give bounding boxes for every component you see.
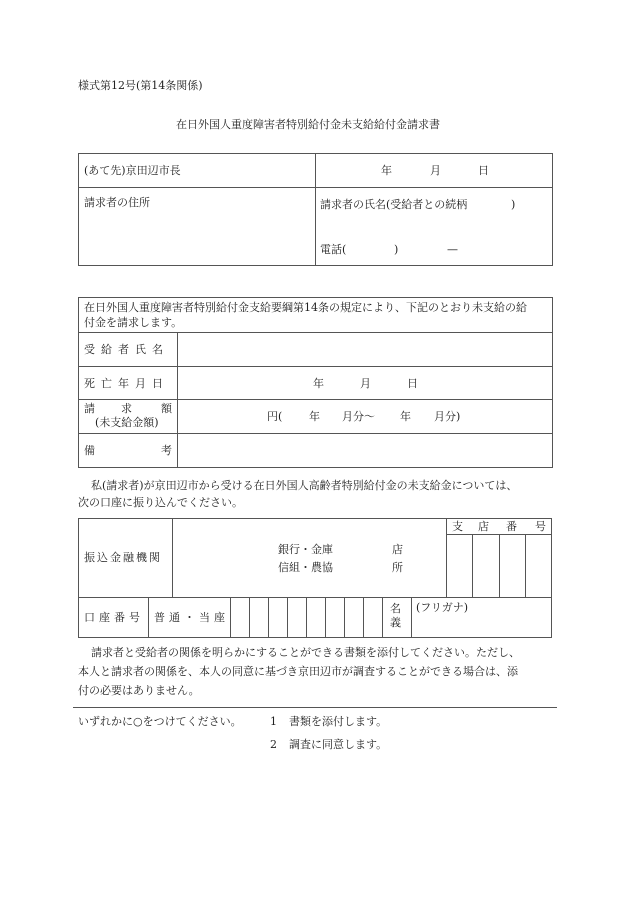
death-date-label: 死亡年月日: [84, 377, 169, 390]
branch-number-header-1: 支: [452, 520, 463, 533]
transfer-request-line2: 次の口座に振り込んでください。: [78, 496, 243, 509]
bank-type-2: 信組・農協: [278, 561, 333, 574]
account-type-options[interactable]: 普通・当座: [154, 611, 229, 624]
claim-amount-sublabel: (未支給金額): [95, 416, 159, 429]
claim-amount-label-c: 額: [161, 402, 172, 415]
relationship-close: ): [511, 198, 516, 211]
claim-amount-field[interactable]: [180, 401, 550, 431]
address-field[interactable]: [80, 212, 312, 262]
branch-number-header-2: 店: [478, 520, 489, 533]
divider: [78, 399, 553, 400]
branch-suffix-1: 店: [392, 543, 403, 556]
divider: [382, 597, 383, 638]
divider: [315, 153, 316, 266]
branch-suffix-2: 所: [392, 561, 403, 574]
date-month-label: 月: [430, 164, 441, 177]
recipient-name-field[interactable]: [180, 334, 550, 364]
bank-name-field[interactable]: [175, 520, 443, 595]
transfer-request-line1: 私(請求者)が京田辺市から受ける在日外国人高齢者特別給付金の未支給金については、: [91, 479, 518, 492]
choice-2-number[interactable]: 2: [270, 738, 277, 751]
date-day-label: 日: [478, 164, 489, 177]
account-digit[interactable]: [250, 598, 267, 637]
separator-rule: [73, 707, 557, 708]
remarks-label-b: 考: [161, 444, 172, 457]
holder-label-b: 義: [390, 616, 401, 629]
divider: [78, 433, 553, 434]
divider: [177, 332, 178, 468]
branch-number-digit[interactable]: [526, 535, 551, 596]
branch-number-digit[interactable]: [500, 535, 524, 596]
choice-2-label[interactable]: 調査に同意します。: [289, 738, 388, 751]
form-title: 在日外国人重度障害者特別給付金未支給給付金請求書: [176, 118, 440, 131]
addressee: (あて先)京田辺市長: [84, 164, 181, 177]
remarks-label-a: 備: [84, 444, 95, 457]
account-holder-field[interactable]: [413, 599, 550, 636]
claim-amount-label-a: 請: [84, 402, 95, 415]
holder-label-a: 名: [390, 602, 401, 615]
amount-from-year: 年: [309, 410, 320, 423]
phone-field[interactable]: [352, 240, 542, 260]
account-digit[interactable]: [288, 598, 305, 637]
note-line2: 本人と請求者の関係を、本人の同意に基づき京田辺市が調査することができる場合は、添: [78, 665, 518, 678]
remarks-field[interactable]: [180, 435, 550, 465]
divider: [411, 597, 412, 638]
phone-close: ): [394, 243, 399, 256]
divider: [148, 597, 149, 638]
note-line3: 付の必要はありません。: [78, 684, 200, 697]
account-digit[interactable]: [364, 598, 381, 637]
bank-type-1: 銀行・金庫: [278, 543, 333, 556]
furigana-label: (フリガナ): [416, 601, 469, 614]
choice-1-label[interactable]: 書類を添付します。: [289, 715, 388, 728]
claimant-name-field[interactable]: [320, 214, 548, 234]
branch-number-digit[interactable]: [473, 535, 498, 596]
address-label: 請求者の住所: [84, 196, 150, 209]
account-digit[interactable]: [345, 598, 362, 637]
death-day-label: 日: [407, 377, 418, 390]
account-digit[interactable]: [326, 598, 343, 637]
claimant-name-label: 請求者の氏名(受給者との続柄: [320, 198, 468, 211]
phone-dash: —: [447, 243, 458, 256]
account-digit[interactable]: [269, 598, 286, 637]
amount-yen-label: 円(: [267, 410, 283, 423]
bank-label: 振込金融機関: [84, 551, 162, 564]
claim-amount-label-b: 求: [121, 402, 132, 415]
phone-label: 電話(: [320, 243, 347, 256]
date-field[interactable]: [330, 156, 540, 184]
amount-to-year: 年: [400, 410, 411, 423]
divider: [172, 518, 173, 597]
claim-intro-line2: 付金を請求します。: [84, 316, 183, 329]
amount-from-month: 月分〜: [342, 410, 375, 423]
recipient-name-label: 受給者氏名: [84, 343, 169, 356]
choice-prompt: いずれかに○をつけてください。: [78, 715, 242, 728]
branch-number-header-4: 号: [535, 520, 546, 533]
claim-intro-line1: 在日外国人重度障害者特別給付金支給要綱第14条の規定により、下記のとおり未支給の給: [84, 301, 527, 314]
account-number-label: 口座番号: [84, 611, 144, 624]
note-line1: 請求者と受給者の関係を明らかにすることができる書類を添付してください。ただし、: [91, 646, 520, 659]
death-year-label: 年: [313, 377, 324, 390]
amount-to-month: 月分): [434, 410, 461, 423]
account-digit[interactable]: [231, 598, 248, 637]
divider: [78, 332, 553, 333]
form-number: 様式第12号(第14条関係): [78, 79, 203, 92]
death-month-label: 月: [360, 377, 371, 390]
divider: [78, 366, 553, 367]
branch-number-header-3: 番: [506, 520, 517, 533]
branch-number-digit[interactable]: [447, 535, 471, 596]
choice-1-number[interactable]: 1: [270, 715, 277, 728]
account-digit[interactable]: [307, 598, 324, 637]
date-year-label: 年: [381, 164, 392, 177]
death-date-field[interactable]: [180, 368, 550, 397]
